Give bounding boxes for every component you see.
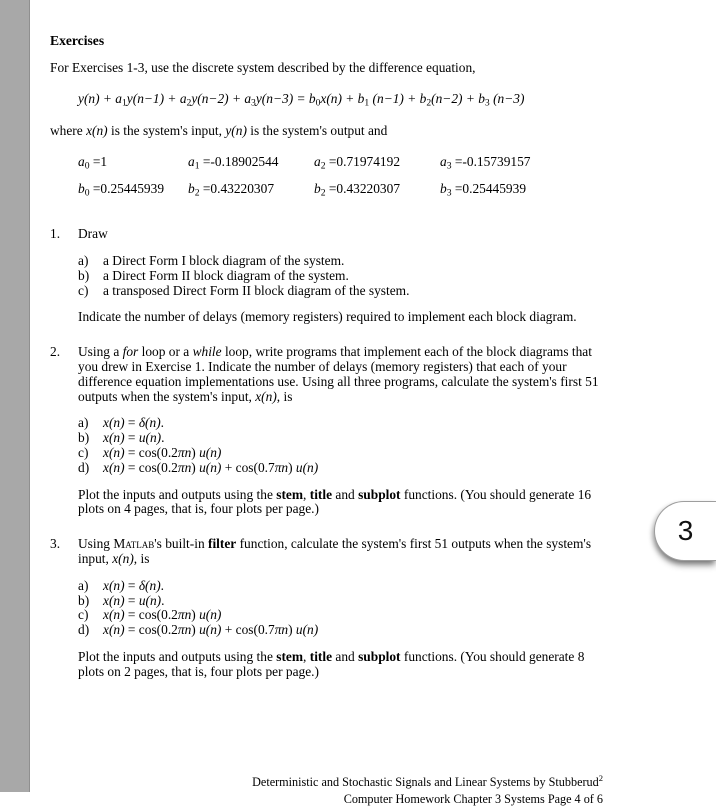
difference-equation: y(n) + a1y(n−1) + a2y(n−2) + a3y(n−3) = b0x(n) + b1 (n−1) + b2(n−2) + b3 (n−3) [78, 90, 525, 109]
sub-item-text: a Direct Form I block diagram of the system. [103, 253, 345, 268]
sub-item-label: a) [78, 253, 89, 268]
coefficient-b1: b2 =0.43220307 [188, 181, 275, 199]
exercise-number: 1. [50, 226, 61, 242]
coefficient-b2: b2 =0.43220307 [314, 181, 401, 199]
exercise-note: Indicate the number of delays (memory registers) required to implement each block diagram. [78, 309, 577, 325]
page-gutter [0, 0, 30, 792]
page-footer [50, 771, 603, 806]
sub-item [78, 284, 603, 299]
sub-item-list [78, 579, 603, 638]
sub-item-text: x(n) = cos(0.2πn) u(n) [103, 607, 222, 623]
sub-item [78, 594, 603, 609]
sub-item-text: x(n) = δ(n). [103, 415, 165, 431]
sub-item-label: c) [78, 282, 89, 298]
sub-item-label: b) [78, 592, 90, 608]
section-title: Exercises [50, 33, 105, 48]
sub-item-text: x(n) = cos(0.2πn) u(n) + cos(0.7πn) u(n) [103, 622, 319, 638]
sub-item-label: d) [78, 459, 90, 475]
exercise-body [78, 227, 603, 325]
coefficient-a0: a0 =1 [78, 153, 108, 172]
sub-item [78, 269, 603, 284]
sub-item [78, 579, 603, 594]
sub-item-text: a transposed Direct Form II block diagram of the system. [103, 282, 410, 298]
sub-item [78, 608, 603, 623]
sub-item [78, 416, 603, 431]
sub-item-label: a) [78, 577, 89, 593]
sub-item-text: x(n) = δ(n). [103, 577, 165, 593]
sub-item [78, 431, 603, 446]
exercise-1 [50, 227, 603, 325]
coefficient-b3: b3 =0.25445939 [440, 181, 527, 199]
sub-item-list [78, 254, 603, 298]
exercise-number: 2. [50, 344, 61, 360]
sub-item-text: x(n) = cos(0.2πn) u(n) [103, 444, 222, 460]
exercise-text: Using Matlab's built-in filter function, calculate the system's first 51 outputs when the system's input, x(n), is [78, 536, 592, 566]
exercise-text: Draw [78, 226, 108, 242]
exercise-note: Plot the inputs and outputs using the stem, title and subplot functions. (You should generate 8 plots on 2 pages, that is, four plots per page.) [78, 648, 585, 679]
sub-item-label: d) [78, 622, 90, 638]
sub-item-label: a) [78, 415, 89, 431]
sub-item [78, 254, 603, 269]
coefficient-a1: a1 =-0.18902544 [188, 153, 279, 172]
exercise-body [78, 537, 603, 679]
where-clause: where x(n) is the system's input, y(n) is the system's output and [50, 123, 388, 138]
sub-item-label: c) [78, 607, 89, 623]
coefficient-a3: a3 =-0.15739157 [440, 153, 531, 172]
exercise-2 [50, 345, 603, 517]
coefficient-b0: b0 =0.25445939 [78, 181, 165, 199]
sub-item [78, 461, 603, 476]
exercise-3 [50, 537, 603, 679]
sub-item-text: x(n) = u(n). [103, 592, 165, 608]
sub-item [78, 446, 603, 461]
intro-paragraph: For Exercises 1-3, use the discrete system described by the difference equation, [50, 60, 476, 75]
footer-pageinfo: Computer Homework Chapter 3 Systems Page 4 of 6 [343, 792, 603, 806]
document-page [50, 33, 603, 680]
sub-item-list [78, 416, 603, 475]
sub-item-label: c) [78, 444, 89, 460]
exercise-number: 3. [50, 536, 61, 552]
sub-item-label: b) [78, 267, 90, 283]
coefficient-a2: a2 =0.71974192 [314, 153, 401, 172]
page-number-tab[interactable] [654, 501, 716, 561]
page-number: 3 [677, 514, 694, 546]
sub-item [78, 623, 603, 638]
exercise-body [78, 345, 603, 517]
coefficient-table [78, 155, 603, 201]
sub-item-text: a Direct Form II block diagram of the system. [103, 267, 349, 283]
footer-attribution: Deterministic and Stochastic Signals and Linear Systems by Stubberud$^2$ [252, 773, 603, 790]
sub-item-text: x(n) = u(n). [103, 430, 165, 446]
exercise-note: Plot the inputs and outputs using the stem, title and subplot functions. (You should generate 16 plots on 4 pages, that is, four plots per page.) [78, 486, 592, 517]
sub-item-text: x(n) = cos(0.2πn) u(n) + cos(0.7πn) u(n) [103, 459, 319, 475]
sub-item-label: b) [78, 430, 90, 446]
exercise-text: Using a for loop or a while loop, write programs that implement each of the block diagrams that you drew in Exercise 1. Indicate the number of delays (memory registers) that each of your difference equation implementations use. Using all three programs, calculate the system's first 51 outputs when the system's input, x(n), is [78, 344, 599, 404]
